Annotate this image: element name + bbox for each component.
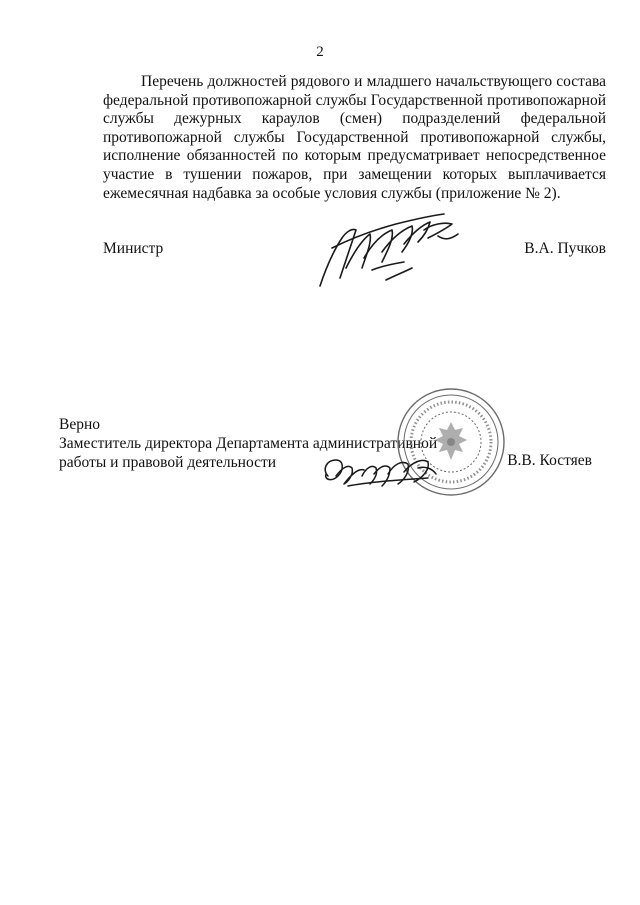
minister-label: Министр xyxy=(103,240,164,257)
minister-signature-icon xyxy=(312,208,472,298)
deputy-title-line-2: работы и правовой деятельности xyxy=(59,453,277,471)
deputy-signature-icon xyxy=(318,446,443,502)
certified-label: Верно xyxy=(59,416,101,433)
page-number: 2 xyxy=(316,44,324,60)
deputy-name: В.В. Костяев xyxy=(507,452,592,469)
deputy-title-line-1: Заместитель директора Департамента административной xyxy=(59,435,438,452)
body-paragraph: Перечень должностей рядового и младшего начальствующего состава федеральной противопожарной службы Государственной противопожарной службы дежурных караулов (смен) подразделений федеральной противопожарной службы Государственной противопожарной службы, исполнение обязанностей по которым предусматривает непосредственное участие в тушении пожаров, при замещении которых выплачивается ежемесячная надбавка за особые условия службы (приложение № 2). xyxy=(103,73,606,202)
minister-name: В.А. Пучков xyxy=(524,240,606,257)
